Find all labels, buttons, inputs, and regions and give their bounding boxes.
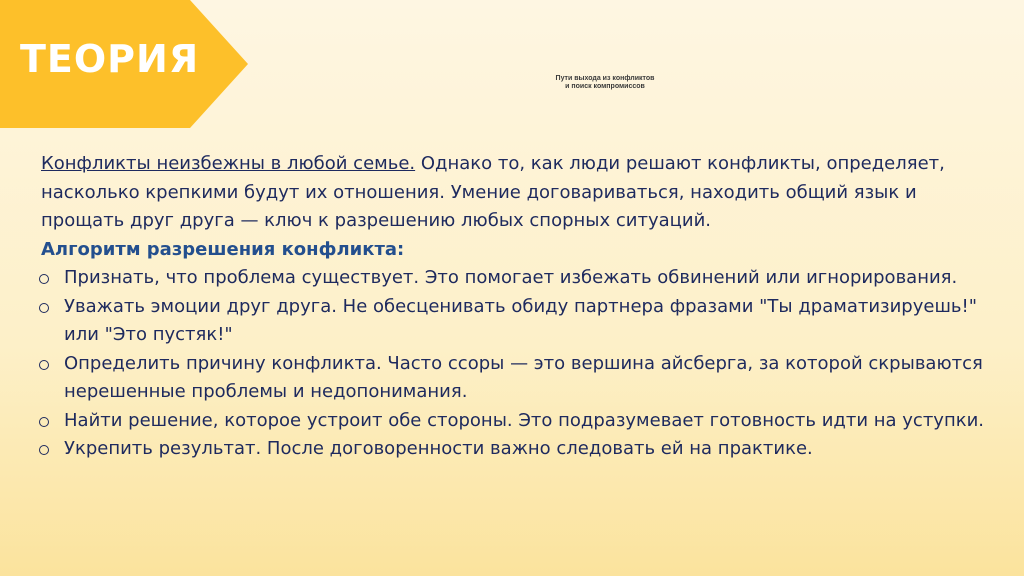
slide-subtitle: [480, 75, 730, 91]
circle-bullet-icon: [39, 303, 49, 313]
intro-text: Однако то, как люди решают конфликты, определяет, насколько крепкими будут их отношения. Умение договариваться, находить общий язык и прощать друг друга — ключ к разрешению любых спорных ситуаций.: [41, 153, 945, 231]
list-item: [39, 350, 1001, 407]
algorithm-heading: Алгоритм разрешения конфликта:: [41, 238, 405, 260]
circle-bullet-icon: [39, 360, 49, 370]
circle-bullet-icon: [39, 274, 49, 284]
list-item: [39, 293, 1001, 350]
step-text: Укрепить результат. После договоренности важно следовать ей на практике.: [64, 438, 813, 459]
step-text: Уважать эмоции друг друга. Не обесценивать обиду партнера фразами "Ты драматизируешь!" или "Это пустяк!": [64, 295, 978, 345]
step-text: Найти решение, которое устроит обе стороны. Это подразумевает готовность идти на уступки.: [64, 409, 985, 431]
subtitle-line-1: Пути выхода из конфликтов: [555, 75, 655, 82]
slide-body: [41, 150, 1001, 464]
banner-title: ТЕОРИЯ: [20, 37, 200, 81]
list-item: [39, 264, 1001, 293]
circle-bullet-icon: [39, 417, 49, 427]
subtitle-line-2: и поиск компромиссов: [565, 83, 645, 90]
circle-bullet-icon: [39, 445, 49, 455]
intro-paragraph: [41, 150, 1001, 236]
list-item: [39, 407, 1001, 436]
list-item: [39, 435, 1001, 464]
step-text: Определить причину конфликта. Часто ссоры — это вершина айсберга, за которой скрываются нерешенные проблемы и недопонимания.: [64, 352, 983, 402]
intro-underlined-sentence: Конфликты неизбежны в любой семье.: [41, 153, 416, 174]
step-text: Признать, что проблема существует. Это помогает избежать обвинений или игнорирования.: [64, 267, 958, 288]
algorithm-steps-list: [41, 264, 1001, 464]
